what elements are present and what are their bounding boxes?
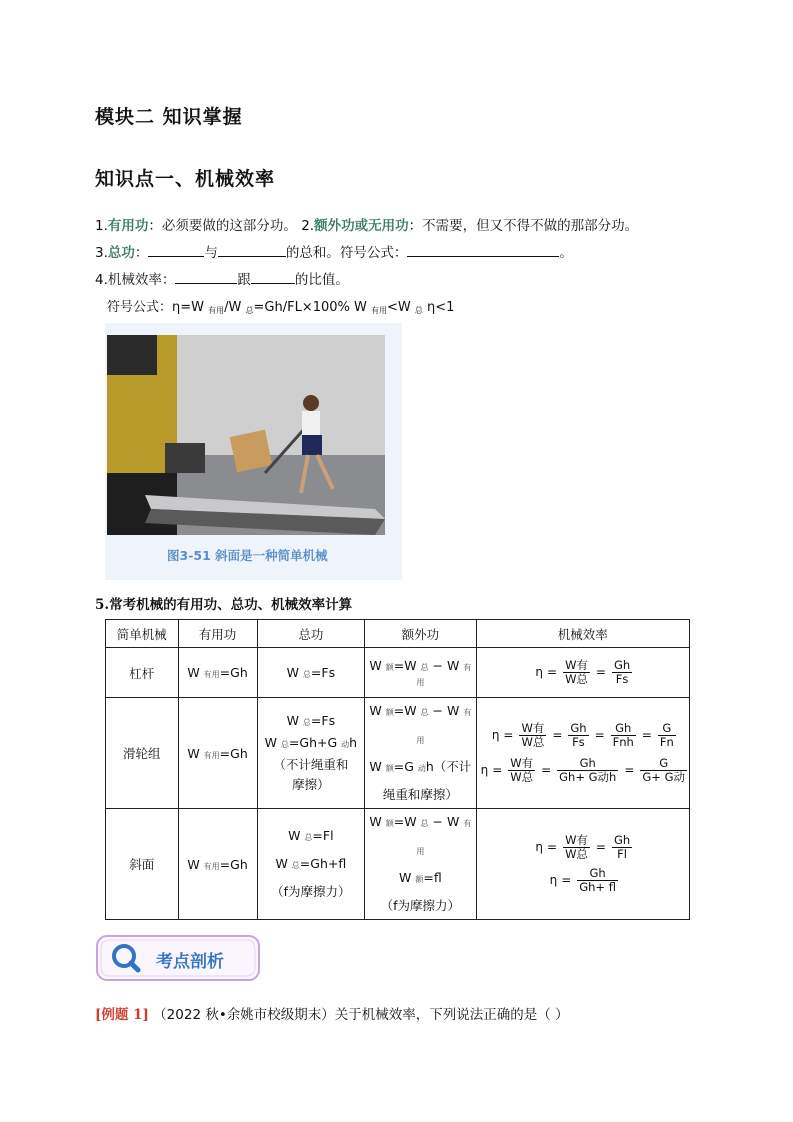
exam-analysis-banner — [96, 934, 262, 984]
col-header: 有用功 — [178, 620, 257, 648]
table-row — [106, 809, 690, 920]
efficiency-cell: η = $\frac{\text{W有}}{\text{W总}}$ = $\frac{Gh}{Fs}$ = $\frac{Gh}{\text{Fnh}}$ = $\frac{G}{Fn}$ η = $\frac{\text{W有}}{\text{W总}}$ = $\frac{Gh}{\text{Gh+ G动h}}$ = $\frac{G}{\text{G+ G动}}$ — [476, 698, 689, 809]
extra-work-cell: W 额=W 总 − W 有用 W 额=fl （f为摩擦力） — [365, 809, 476, 920]
ramp-illustration — [105, 323, 402, 580]
useful-work-cell: W 有用=Gh — [178, 698, 257, 809]
col-header: 简单机械 — [106, 620, 179, 648]
item-3: 3.总功： 与 的总和。符号公式： 。 — [95, 245, 573, 261]
table-row — [106, 698, 690, 809]
total-work-cell: W 总=Fs W 总=Gh+G 动h （不计绳重和 摩擦） — [257, 698, 365, 809]
efficiency-cell: η = $\frac{\text{W有}}{\text{W总}}$ = $\frac{Gh}{Fs}$ — [476, 648, 689, 698]
item-4: 4.机械效率： 跟 的比值。 — [95, 272, 349, 288]
table-title: 5.常考机械的有用功、总功、机械效率计算 — [95, 597, 353, 613]
total-work-cell: W 总=Fl W 总=Gh+fl （f为摩擦力） — [257, 809, 365, 920]
efficiency-cell: η = $\frac{\text{W有}}{\text{W总}}$ = $\frac{Gh}{Fl}$ η = $\frac{Gh}{Gh+ fl}$ — [476, 809, 689, 920]
term-useful-work: 有用功 — [107, 218, 149, 234]
section-title: 知识点一、机械效率 — [95, 168, 276, 190]
useful-work-cell: W 有用=Gh — [178, 809, 257, 920]
fill-blank[interactable] — [407, 243, 559, 257]
fill-blank[interactable] — [175, 270, 237, 284]
term-extra-work: 额外功或无用功 — [314, 218, 409, 234]
col-header: 总功 — [257, 620, 365, 648]
col-header: 机械效率 — [476, 620, 689, 648]
term-total-work: 总功 — [107, 245, 135, 261]
figure-caption: 图3-51 斜面是一种简单机械 — [167, 548, 328, 563]
useful-work-cell: W 有用=Gh — [178, 648, 257, 698]
module-title: 模块二 知识掌握 — [95, 106, 243, 128]
example-text: （2022 秋•余姚市校级期末）关于机械效率，下列说法正确的是（ ） — [153, 1007, 569, 1023]
machine-name: 斜面 — [106, 809, 179, 920]
table-header-row — [106, 620, 690, 648]
machine-name: 杠杆 — [106, 648, 179, 698]
example-1 — [95, 1003, 569, 1023]
fill-blank[interactable] — [251, 270, 295, 284]
fill-blank[interactable] — [148, 243, 204, 257]
efficiency-table — [105, 619, 690, 920]
table-row — [106, 648, 690, 698]
symbol-formula: 符号公式：η=W $_{有用}$/W $_总$=Gh/FL×100% W $_{有用}$<W $_总$ η<1 — [107, 300, 455, 315]
extra-work-cell: W 额=W 总 − W 有用 W 额=G 动h（不计 绳重和摩擦） — [365, 698, 476, 809]
example-label: [例题 1] — [95, 1007, 149, 1023]
machine-name: 滑轮组 — [106, 698, 179, 809]
extra-work-cell: W 额=W 总 − W 有用 — [365, 648, 476, 698]
col-header: 额外功 — [365, 620, 476, 648]
ramp-photo — [105, 323, 402, 580]
fill-blank[interactable] — [218, 243, 286, 257]
item-1-2: 1.有用功：必须要做的这部分功。 2.额外功或无用功：不需要，但又不得不做的那部分功。 — [95, 218, 639, 234]
total-work-cell: W 总=Fs — [257, 648, 365, 698]
banner-text: 考点剖析 — [156, 952, 224, 972]
